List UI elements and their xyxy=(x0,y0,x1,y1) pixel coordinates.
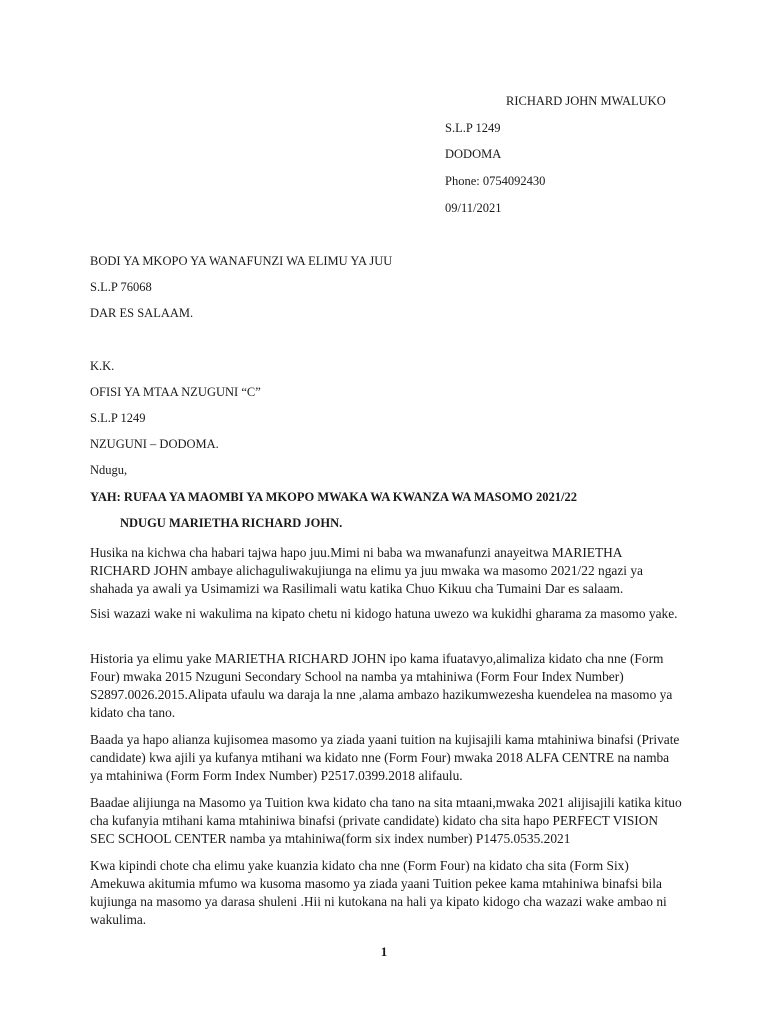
paragraph-education-history: Historia ya elimu yake MARIETHA RICHARD JOHN ipo kama ifuatavyo,alimaliza kidato cha nne (Form Four) mwaka 2015 Nzuguni Secondary School na namba ya mtahiniwa (Form Four Index Number) S2897.0026.2015.Alipata ufaulu wa daraja la nne ,alama ambazo hazikumwezesha kuendelea na masomo ya kidato cha tano. xyxy=(90,651,673,720)
paragraph-parents-income: Sisi wazazi wake ni wakulima na kipato chetu ni kidogo hatuna uwezo wa kukidhi gharama za masomo yake. xyxy=(90,606,678,621)
letter-date: 09/11/2021 xyxy=(445,201,502,215)
paragraph-form-six: Baadae alijiunga na Masomo ya Tuition kwa kidato cha tano na sita mtaani,mwaka 2021 alijisajili katika kituo cha kufanyia mtihani kama mtahiniwa binafsi (private candidate) kidato cha sita hapo PERFECT VISION SEC SCHOOL CENTER namba ya mtahiniwa(form six index number) P1475.0535.2021 xyxy=(90,795,682,846)
sender-po-box: S.L.P 1249 xyxy=(445,121,501,135)
sender-name: RICHARD JOHN MWALUKO xyxy=(506,94,666,108)
recipient-city: DAR ES SALAAM. xyxy=(90,306,194,320)
copy-to-office: OFISI YA MTAA NZUGUNI “C” xyxy=(90,385,261,399)
copy-to-po-box: S.L.P 1249 xyxy=(90,411,146,425)
recipient-po-box: S.L.P 76068 xyxy=(90,280,152,294)
subject-student: NDUGU MARIETHA RICHARD JOHN. xyxy=(120,516,343,530)
copy-to-label: K.K. xyxy=(90,359,115,373)
paragraph-private-candidate: Baada ya hapo alianza kujisomea masomo ya ziada yaani tuition na kujisajili kama mtahiniwa binafsi (Private candidate) kwa ajili ya kufanya mtihani wa kidato nne (Form Four) mwaka 2018 ALFA CENTRE na namba ya mtahiniwa (Form Form Index Number) P2517.0399.2018 alifaulu. xyxy=(90,732,680,783)
sender-phone: Phone: 0754092430 xyxy=(445,174,546,188)
salutation: Ndugu, xyxy=(90,463,128,477)
subject-heading: YAH: RUFAA YA MAOMBI YA MKOPO MWAKA WA KWANZA WA MASOMO 2021/22 xyxy=(90,490,577,504)
copy-to-city: NZUGUNI – DODOMA. xyxy=(90,437,219,451)
recipient-organization: BODI YA MKOPO YA WANAFUNZI WA ELIMU YA JUU xyxy=(90,254,393,268)
paragraph-tuition-summary: Kwa kipindi chote cha elimu yake kuanzia kidato cha nne (Form Four) na kidato cha sita (Form Six) Amekuwa akitumia mfumo wa kusoma masomo ya ziada yaani Tuition pekee kama mtahiniwa binafsi bila kujiunga na masomo ya darasa shuleni .Hii ni kutokana na hali ya kipato kidogo cha wazazi wake ambao ni wakulima. xyxy=(90,858,667,927)
page-number: 1 xyxy=(380,944,388,959)
sender-city: DODOMA xyxy=(445,147,502,161)
paragraph-introduction: Husika na kichwa cha habari tajwa hapo juu.Mimi ni baba wa mwanafunzi anayeitwa MARIETHA RICHARD JOHN ambaye alichaguliwakujiunga na elimu ya juu mwaka wa masomo 2021/22 ngazi ya shahada ya awali ya Usimamizi wa Rasilimali watu katika Chuo Kikuu cha Tumaini Dar es salaam. xyxy=(90,545,643,596)
